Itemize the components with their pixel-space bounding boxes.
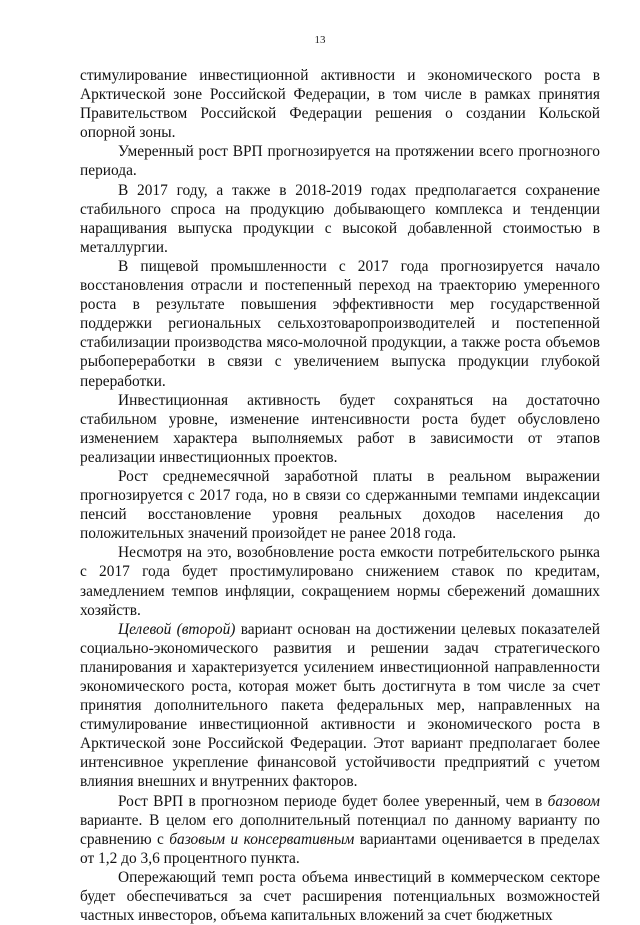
paragraph-10: Опережающий темп роста объема инвестиций в коммерческом секторе будет обеспечиваться за счет расширения потенциальных возможностей частных инвесторов, объема капитальных вложений за счет бюджетных: [80, 868, 600, 925]
paragraph-3: В 2017 году, а также в 2018-2019 годах предполагается сохранение стабильного спроса на продукцию добывающего комплекса и тенденции наращивания выпуска продукции с высокой добавленной стоимостью в металлургии.: [80, 181, 600, 256]
paragraph-5: Инвестиционная активность будет сохраняться на достаточно стабильном уровне, изменение интенсивности роста будет обусловлено изменением характера выполняемых работ в зависимости от этапов реализации инвестиционных проектов.: [80, 391, 600, 466]
paragraph-9: [80, 792, 600, 868]
base-conservative-terms: базовым и консервативным: [169, 830, 355, 848]
paragraph-9-part-a: Рост ВРП в прогнозном периоде будет более уверенный, чем в: [118, 792, 548, 810]
body-text: [80, 66, 600, 925]
paragraph-2: Умеренный рост ВРП прогнозируется на протяжении всего прогнозного периода.: [80, 143, 600, 180]
paragraph-8-text: вариант основан на достижении целевых показателей социально-экономического развития и решении задач стратегического планирования и характеризуется усилением инвестиционной направленности экономического роста, которая может быть достигнута в том числе за счет принятия дополнительного пакета федеральных мер, направленных на стимулирование инвестиционной активности и экономического роста в Арктической зоне Российской Федерации. Этот вариант предполагает более интенсивное укрепление финансовой устойчивости предприятий с учетом влияния внешних и внутренних факторов.: [80, 620, 600, 791]
target-variant-label: Целевой (второй): [118, 620, 236, 638]
paragraph-8: [80, 620, 600, 792]
page-number: 13: [314, 34, 326, 46]
paragraph-9-part-c: вариантами оценивается в пределах от 1,2 до 3,6 процентного пункта.: [80, 830, 600, 867]
base-variant-term: базовом: [547, 792, 600, 810]
paragraph-6: Рост среднемесячной заработной платы в реальном выражении прогнозируется с 2017 года, но в связи со сдержанными темпами индексации пенсий восстановление уровня реальных доходов населения до положительных значений произойдет не ранее 2018 года.: [80, 467, 600, 543]
paragraph-4: В пищевой промышленности с 2017 года прогнозируется начало восстановления отрасли и постепенный переход на траекторию умеренного роста в результате повышения эффективности мер государственной поддержки региональных сельхозтоваропроизводителей и постепенной стабилизации производства мясо-молочной продукции, а также роста объемов рыбопереработки в связи с увеличением выпуска продукции глубокой переработки.: [80, 257, 600, 390]
paragraph-1: стимулирование инвестиционной активности и экономического роста в Арктической зоне Российской Федерации, в том числе в рамках принятия Правительством Российской Федерации решения о создании Кольской опорной зоны.: [80, 67, 600, 142]
paragraph-9-part-b: варианте. В целом его дополнительный потенциал по данному варианту по сравнению с: [80, 811, 600, 848]
paragraph-7: Несмотря на это, возобновление роста емкости потребительского рынка с 2017 года будет простимулировано снижением ставок по кредитам, замедлением темпов инфляции, сокращением нормы сбережений домашних хозяйств.: [80, 544, 600, 619]
